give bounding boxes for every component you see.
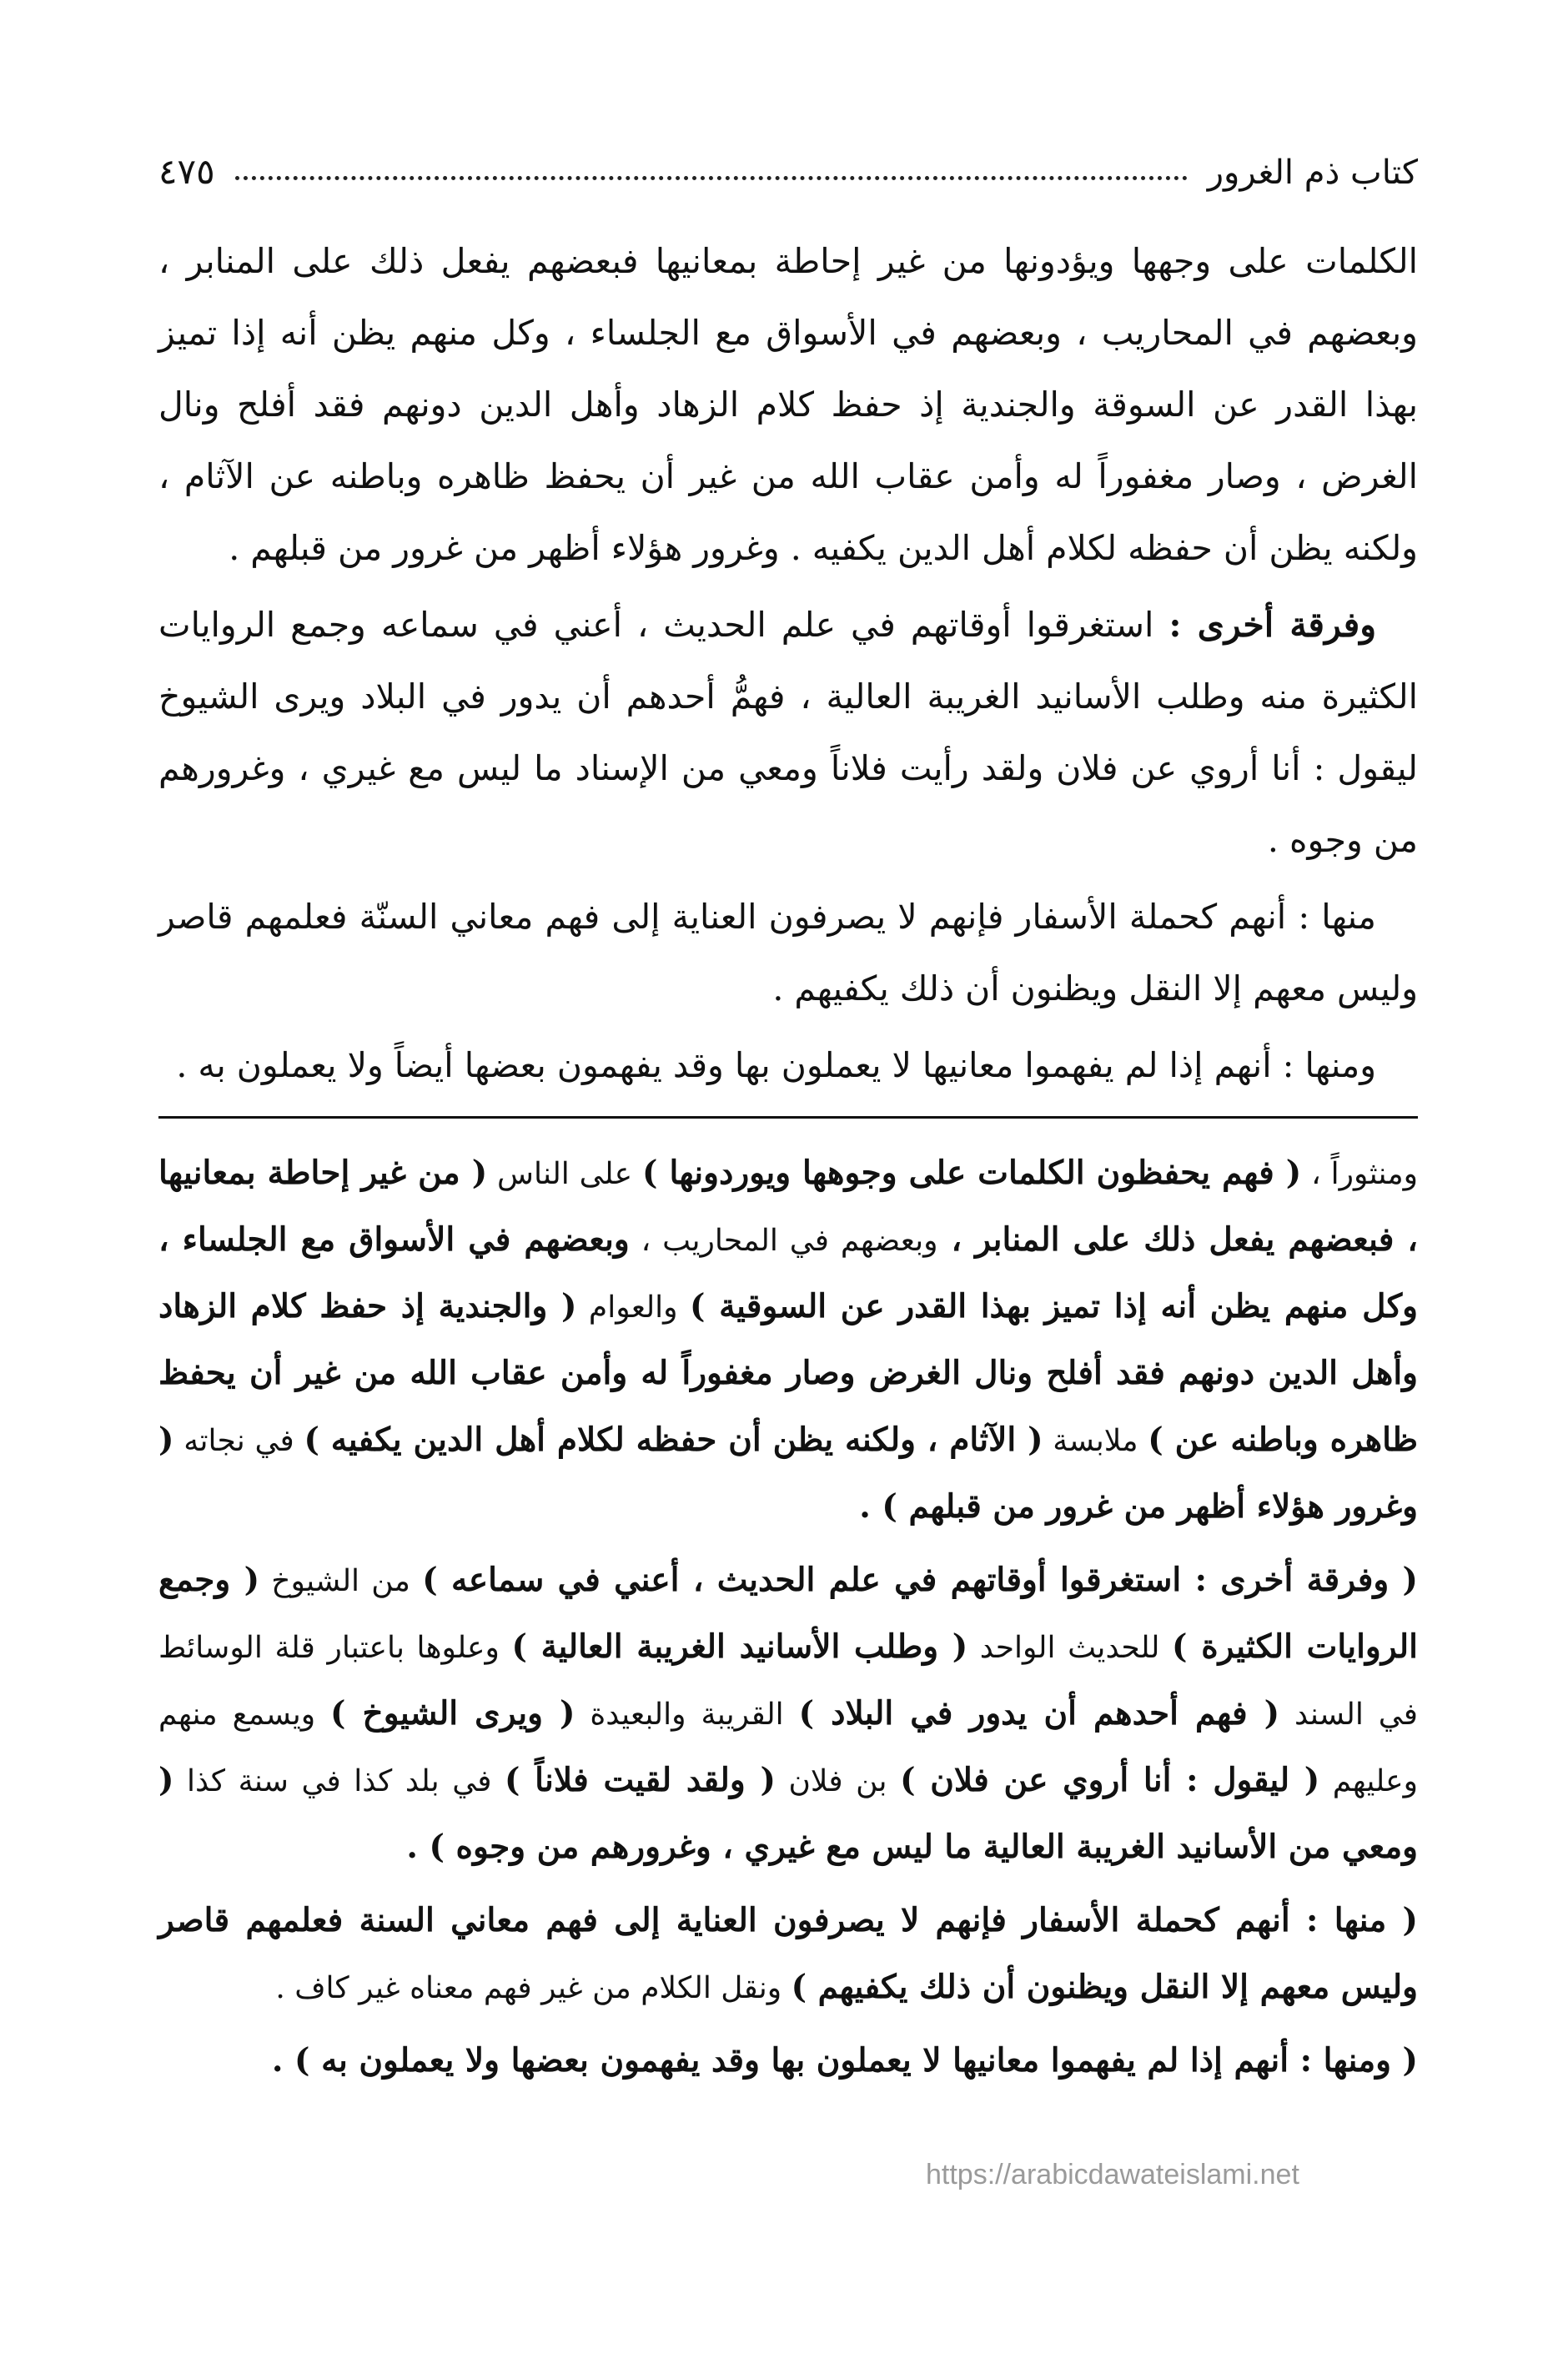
main-paragraph-3: منها : أنهم كحملة الأسفار فإنهم لا يصرفون العناية إلى فهم معاني السنّة فعلمهم قاصر وليس معهم إلا النقل ويظنون أن ذلك يكفيهم . [158, 897, 1418, 1008]
main-paragraph-2-lead: وفرقة أخرى : [1168, 605, 1376, 645]
commentary-matn-quote: وبعضهم في الأسواق مع الجلساء ، وكل منهم يظن أنه إذا تميز بهذا القدر عن السوقية ) [158, 1220, 1419, 1325]
commentary-gloss: ويسمع منهم وعليهم [158, 1698, 1418, 1798]
commentary-gloss: في نجاته [173, 1424, 304, 1458]
commentary-gloss: بن فلان [775, 1764, 901, 1798]
commentary-matn-quote: ( ومنها : أنهم إذا لم يفهموا معانيها لا يعملون بها وقد يفهمون بعضها ولا يعملون به ) . [271, 2041, 1418, 2080]
commentary-matn-quote: ( وطلب الأسانيد الغريبة العالية ) [511, 1627, 968, 1666]
main-paragraph-1: الكلمات على وجهها ويؤدونها من غير إحاطة بمعانيها فبعضهم يفعل ذلك على المنابر ، وبعضهم في المحاريب ، وبعضهم في الأسواق مع الجلساء ، وكل منهم يظن أنه إذا تميز بهذا القدر عن السوقة والجندية إذ حفظ كلام الزهاد وأهل الدين دونهم فقد أفلح ونال الغرض ، وصار مغفوراً له وأمن عقاب الله من غير أن يحفظ ظاهره وباطنه عن الآثام ، ولكنه يظن أن حفظه لكلام أهل الدين يكفيه . وغرور هؤلاء أظهر من غرور من قبلهم . [158, 241, 1418, 568]
commentary-matn-quote: ( الآثام ، ولكنه يظن أن حفظه لكلام أهل الدين يكفيه ) [304, 1421, 1043, 1459]
main-text [158, 225, 1418, 1101]
commentary-gloss: القريبة والبعيدة [575, 1698, 799, 1732]
commentary-gloss: من الشيوخ [259, 1564, 423, 1598]
header-leader-dots [235, 175, 1188, 180]
commentary-text [158, 1140, 1418, 2095]
commentary-gloss: للحديث الواحد [967, 1631, 1173, 1665]
commentary-matn-quote: ( ومعي من الأسانيد الغريبة العالية ما ليس مع غيري ، وغرورهم من وجوه ) . [158, 1761, 1418, 1866]
commentary-gloss: ومنثوراً ، [1301, 1157, 1418, 1191]
commentary-paragraph [158, 2028, 1418, 2095]
book-title: كتاب ذم الغرور [1207, 153, 1418, 192]
commentary-matn-quote: ( ولقد لقيت فلاناً ) [505, 1761, 776, 1799]
page [158, 117, 1418, 2336]
running-header [158, 117, 1418, 192]
commentary-matn-quote: ( وغرور هؤلاء أظهر من غرور من قبلهم ) . [158, 1421, 1418, 1526]
commentary-matn-quote: ( والجندية إذ حفظ كلام الزهاد وأهل الدين دونهم فقد أفلح ونال الغرض وصار مغفوراً له وأمن عقاب الله من غير أن يحفظ ظاهره وباطنه عن ) [158, 1287, 1419, 1459]
commentary-paragraph [158, 1547, 1418, 1881]
commentary-matn-quote: ( وفرقة أخرى : استغرقوا أوقاتهم في علم الحديث ، أعني في سماعه ) [422, 1561, 1418, 1599]
commentary-gloss: ونقل الكلام من غير فهم معناه غير كاف . [275, 1971, 792, 2005]
watermark-url: https://arabicdawateislami.net [926, 2159, 1299, 2190]
commentary-gloss: وبعضهم في المحاريب ، [629, 1224, 938, 1258]
commentary-matn-quote: ( ليقول : أنا أروي عن فلان ) [900, 1761, 1320, 1799]
commentary-gloss: في بلد كذا في سنة كذا [173, 1764, 505, 1798]
commentary-matn-quote: ( منها : أنهم كحملة الأسفار فإنهم لا يصرفون العناية إلى فهم معاني السنة فعلمهم قاصر وليس معهم إلا النقل ويظنون أن ذلك يكفيهم ) [158, 1901, 1418, 2006]
main-paragraph-2 [158, 589, 1418, 876]
commentary-gloss: والعوام [576, 1290, 691, 1325]
commentary-matn-quote: ( فهم يحفظون الكلمات على وجوهها ويوردونها ) [641, 1154, 1302, 1192]
commentary-gloss: ملابسة [1043, 1424, 1148, 1458]
main-paragraph-4: ومنها : أنهم إذا لم يفهموا معانيها لا يعملون بها وقد يفهمون بعضها أيضاً ولا يعملون به . [176, 1045, 1376, 1085]
commentary-paragraph [158, 1888, 1418, 2021]
commentary-matn-quote: ( من غير إحاطة بمعانيها ، فبعضهم يفعل ذلك على المنابر ، [158, 1154, 1418, 1259]
commentary-gloss: على الناس [487, 1157, 642, 1191]
main-paragraph-2-body: استغرقوا أوقاتهم في علم الحديث ، أعني في سماعه وجمع الروايات الكثيرة منه وطلب الأسانيد الغريبة العالية ، فهمُّ أحدهم أن يدور في البلاد ويرى الشيوخ ليقول : أنا أروي عن فلان ولقد رأيت فلاناً ومعي من الإسناد ما ليس مع غيري ، وغرورهم من وجوه . [158, 605, 1418, 860]
separator-rule [158, 1116, 1418, 1119]
commentary-paragraph [158, 1140, 1418, 1541]
commentary-matn-quote: ( ويرى الشيوخ ) [330, 1694, 575, 1733]
commentary-matn-quote: ( فهم أحدهم أن يدور في البلاد ) [798, 1694, 1280, 1733]
commentary-gloss: وعلوها باعتبار قلة الوسائط في السند [158, 1631, 1418, 1732]
page-number: ٤٧٥ [158, 151, 215, 192]
commentary-matn-quote: ( وجمع الروايات الكثيرة ) [158, 1561, 1418, 1666]
